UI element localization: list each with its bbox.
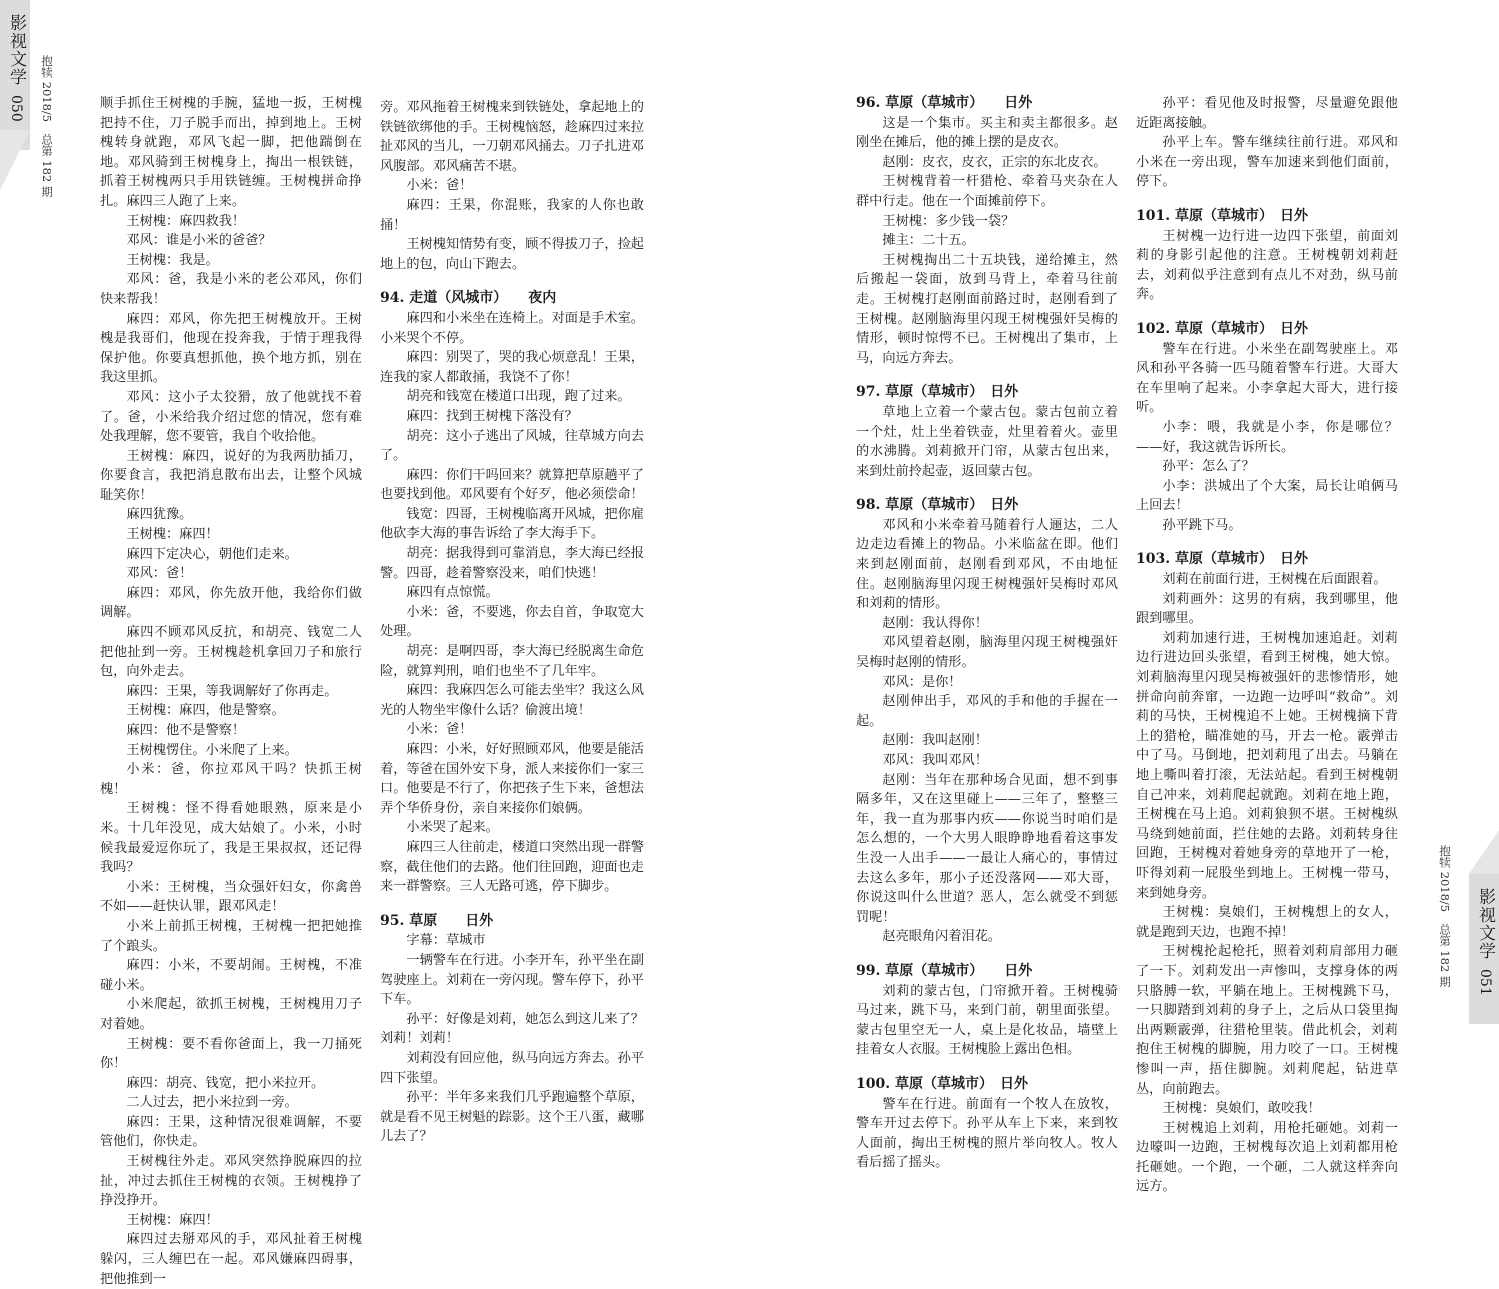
paragraph: 麻四有点惊慌。 xyxy=(406,585,499,601)
right-magazine-tab xyxy=(1469,874,1499,1024)
page-number-left: 050 xyxy=(8,95,24,122)
paragraph: 麻四犹豫。 xyxy=(126,507,193,523)
paragraph: 赵亮眼角闪着泪花。 xyxy=(882,929,1002,945)
paragraph: 旁。邓风拖着王树槐来到铁链处，拿起地上的铁链欲绑他的手。王树槐恼怒，趁麻四过来拉扯邓风的当儿，一刀朝邓风捅去。刀子扎进邓风腹部。邓风痛苦不堪。 xyxy=(380,100,644,174)
paragraph: 麻四：找到王树槐下落没有？ xyxy=(406,408,578,424)
paragraph: 麻四：邓风，你先放开他，我给你们做调解。 xyxy=(100,585,362,621)
paragraph: 赵刚：我叫赵刚！ xyxy=(882,733,988,749)
text-column-1 xyxy=(100,94,362,1289)
paragraph: 刘莉在前面行进，王树槐在后面跟着。 xyxy=(1162,572,1387,588)
paragraph: 王树槐愣住。小米爬了上来。 xyxy=(126,742,298,758)
magazine-name-right: 影视文学 xyxy=(1475,888,1495,960)
paragraph: 孙平：好像是刘莉，她怎么到这儿来了？刘莉！刘莉！ xyxy=(380,1011,644,1047)
paragraph: 王树槐抡起枪托，照着刘莉肩部用力砸了一下。刘莉发出一声惨叫，支撑身体的两只胳膊一软，平躺在地上。王树槐跳下马，一只脚踏到刘莉的身子上，之后从口袋里掏出两颗霰弹，往猎枪里装。借此机会，刘莉抱住王树槐的脚腕，用力咬了一口。王树槐惨叫一声，捂住脚腕。刘莉爬起，钻进草丛，向前跑去。 xyxy=(1136,944,1398,1097)
paragraph: 这是一个集市。买主和卖主都很多。赵刚坐在摊后，他的摊上摆的是皮衣。 xyxy=(856,115,1118,151)
paragraph: 刘莉的蒙古包，门帘掀开着。王树槐骑马过来，跳下马，来到门前，朝里面张望。蒙古包里空无一人，桌上是化妆品，墙壁上挂着女人衣服。王树槐脸上露出色相。 xyxy=(856,983,1118,1058)
paragraph: 王树槐：臭娘们，王树槐想上的女人，就是跑到天边，也跑不掉！ xyxy=(1136,905,1398,940)
paragraph: 麻四不顾邓风反抗，和胡亮、钱宽二人把他扯到一旁。王树槐趁机拿回刀子和旅行包，向外走去。 xyxy=(100,625,362,680)
paragraph: 小李：喂，我就是小李，你是哪位？——好，我这就告诉所长。 xyxy=(1136,419,1398,455)
paragraph: 小米哭了起来。 xyxy=(406,820,499,836)
scene-heading: 94. 走道（风城市） 夜内 xyxy=(380,290,557,307)
paragraph: 邓风望着赵刚，脑海里闪现王树槐强奸吴梅时赵刚的情形。 xyxy=(856,635,1118,671)
paragraph: 胡亮：是啊四哥，李大海已经脱离生命危险，就算判刑，咱们也坐不了几年牢。 xyxy=(380,644,644,679)
paragraph: 胡亮和钱宽在楼道口出现，跑了过来。 xyxy=(406,389,631,405)
paragraph: 麻四：别哭了，哭的我心烦意乱！王果，连我的家人都敢捅，我饶不了你！ xyxy=(380,350,644,385)
paragraph: 小米：爸！ xyxy=(406,722,473,738)
scene-heading: 97. 草原（草城市） 日外 xyxy=(856,384,1019,401)
magazine-name-left: 影视文学 xyxy=(6,14,26,86)
paragraph: 王树槐：麻四，他是警察。 xyxy=(126,703,285,719)
paragraph: 王树槐：麻四救我！ xyxy=(126,213,246,229)
paragraph: 小米：王树槐，当众强奸妇女，你禽兽不如——赶快认罪，跟邓风走！ xyxy=(100,879,362,915)
paragraph: 王树槐掏出二十五块钱，递给摊主，然后搬起一袋面，放到马背上，牵着马往前走。王树槐打赵刚面前路过时，赵刚看到了王树槐。赵刚脑海里闪现王树槐强奸吴梅的情形，顿时惊愕不已。王树槐出了集市，上马，向远方奔去。 xyxy=(856,252,1118,366)
paragraph: 麻四：他不是警察！ xyxy=(126,723,246,738)
paragraph: 王树槐：多少钱一袋？ xyxy=(882,213,1015,229)
paragraph: 赵刚伸出手，邓风的手和他的手握在一起。 xyxy=(856,694,1118,729)
paragraph: 王树槐一边行进一边四下张望，前面刘莉的身影引起他的注意。王树槐朝刘莉赶去，刘莉似乎注意到有点儿不对劲，纵马前奔。 xyxy=(1136,228,1398,303)
paragraph: 孙平：看见他及时报警，尽量避免跟他近距离接触。 xyxy=(1136,96,1398,131)
paragraph: 孙平上车。警车继续往前行进。邓风和小米在一旁出现，警车加速来到他们面前，停下。 xyxy=(1136,135,1398,190)
paragraph: 邓风和小米牵着马随着行人逦达，二人边走边看摊上的物品。小米临盆在即。他们来到赵刚面前，赵刚看到邓风，不由地怔住。赵刚脑海里闪现王树槐强奸吴梅时邓风和刘莉的情形。 xyxy=(856,517,1118,612)
paragraph: 王树槐：怪不得看她眼熟，原来是小米。十几年没见，成大姑娘了。小米，小时候我最爱逗你玩了，我是王果叔叔，还记得我吗？ xyxy=(100,801,362,876)
scene-heading: 102. 草原（草城市） 日外 xyxy=(1136,320,1308,337)
scene-heading: 101. 草原（草城市） 日外 xyxy=(1136,207,1308,224)
paragraph: 胡亮：这小子逃出了风城，往草城方向去了。 xyxy=(380,428,644,464)
paragraph: 警车在行进。小米坐在副驾驶座上。邓风和孙平各骑一匹马随着警车行进。大哥大在车里响了起来。小李拿起大哥大，进行接听。 xyxy=(1136,341,1398,416)
paragraph: 王树槐：麻四！ xyxy=(126,1212,219,1228)
paragraph: 邓风：爸，我是小米的老公邓风，你们快来帮我！ xyxy=(100,272,362,307)
text-column-2 xyxy=(380,98,644,1147)
text-column-3 xyxy=(856,94,1118,1173)
scene-heading: 103. 草原（草城市） 日外 xyxy=(1136,551,1308,568)
paragraph: 麻四：王果，等我调解好了你再走。 xyxy=(126,683,338,699)
paragraph: 王树槐追上刘莉，用枪托砸她。刘莉一边嚎叫一边跑，王树槐每次追上刘莉都用枪托砸她。一个跑，一个砸，二人就这样奔向远方。 xyxy=(1136,1120,1398,1195)
paragraph: 王树槐：麻四，说好的为我两肋插刀，你要食言，我把消息散布出去，让整个风城耻笑你！ xyxy=(100,448,362,503)
paragraph: 胡亮：据我得到可靠消息，李大海已经报警。四哥，趁着警察没来，咱们快逃！ xyxy=(380,546,644,581)
page-number-right: 051 xyxy=(1477,969,1493,996)
paragraph: 孙平跳下马。 xyxy=(1162,517,1242,533)
paragraph: 邓风：谁是小米的爸爸？ xyxy=(126,233,272,249)
paragraph: 麻四：我麻四怎么可能去坐牢？我这么风光的人物坐牢像什么话？偷渡出境！ xyxy=(380,683,644,718)
paragraph: 刘莉画外：这男的有病，我到哪里，他跟到哪里。 xyxy=(1136,591,1398,627)
paragraph: 麻四：你们干吗回来？就算把草原趟平了也要找到他。邓风要有个好歹，他必须偿命！ xyxy=(380,467,644,503)
paragraph: 钱宽：四哥，王树槐临离开风城，把你雇他砍李大海的事告诉给了李大海手下。 xyxy=(380,506,644,542)
paragraph: 小李：洪城出了个大案，局长让咱俩马上回去！ xyxy=(1136,478,1398,514)
text-column-4 xyxy=(1136,94,1398,1197)
paragraph: 小米爬起，欲抓王树槐，王树槐用刀子对着她。 xyxy=(100,997,362,1032)
paragraph: 王树槐背着一杆猎枪、牵着马夹杂在人群中行走。他在一个面摊前停下。 xyxy=(856,174,1118,209)
paragraph: 麻四下定决心，朝他们走来。 xyxy=(126,546,298,562)
paragraph: 孙平：半年多来我们几乎跑遍整个草原，就是看不见王树魁的踪影。这个王八蛋，藏哪儿去了？ xyxy=(380,1090,644,1145)
paragraph: 一辆警车在行进。小李开车，孙平坐在副驾驶座上。刘莉在一旁闪现。警车停下，孙平下车。 xyxy=(380,952,644,1008)
paragraph: 小米：爸，不要逃，你去自首，争取宽大处理。 xyxy=(380,604,644,640)
paragraph: 小米上前抓王树槐，王树槐一把把她推了个踉头。 xyxy=(100,918,362,954)
paragraph: 草地上立着一个蒙古包。蒙古包前立着一个灶，灶上坐着铁壶，灶里着着火。壶里的水沸腾。刘莉掀开门帘，从蒙古包出来，来到灶前拎起壶，返回蒙古包。 xyxy=(856,404,1118,479)
paragraph: 二人过去，把小米拉到一旁。 xyxy=(126,1095,298,1111)
scene-heading: 95. 草原 日外 xyxy=(380,912,494,929)
paragraph: 小米：爸！ xyxy=(406,178,473,194)
paragraph: 邓风：爸！ xyxy=(126,566,193,582)
paragraph: 麻四和小米坐在连椅上。对面是手术室。小米哭个不停。 xyxy=(380,310,644,346)
running-head-left: 抱犊 2018/5 总第 182 期 xyxy=(40,55,54,198)
paragraph: 麻四：小米，好好照顾邓风，他要是能活着，等爸在国外安下身，派人来接你们一家三口。他要是不行了，你把孩子生下来，爸想法弄个华侨身份，亲自来接你们娘俩。 xyxy=(380,742,644,816)
paragraph: 麻四：邓风，你先把王树槐放开。王树槐是我哥们，他现在投奔我，于情于理我得保护他。你要真想抓他，换个地方抓，别在我这里抓。 xyxy=(100,311,362,386)
scene-heading: 96. 草原（草城市） 日外 xyxy=(856,95,1033,111)
paragraph: 顺手抓住王树槐的手腕，猛地一扳，王树槐把持不住，刀子脱手而出，掉到地上。王树槐转身就跑，邓风飞起一脚，把他踹倒在地。邓风骑到王树槐身上，掏出一根铁链，抓着王树槐两只手用铁链缠。王树槐拼命挣扎。麻四三人跑了上来。 xyxy=(100,96,362,209)
paragraph: 警车在行进。前面有一个牧人在放牧，警车开过去停下。孙平从车上下来，来到牧人面前，掏出王树槐的照片举向牧人。牧人看后摇了摇头。 xyxy=(856,1096,1118,1171)
right-tab-fold xyxy=(1469,830,1499,874)
left-magazine-tab xyxy=(0,0,30,150)
paragraph: 摊主：二十五。 xyxy=(882,233,975,249)
paragraph: 麻四过去掰邓风的手，邓风扯着王树槐躲闪，三人缠巴在一起。邓风嫌麻四碍事，把他推到一 xyxy=(100,1232,362,1287)
paragraph: 王树槐：麻四！ xyxy=(126,527,219,543)
paragraph: 王树槐：我是。 xyxy=(126,252,219,268)
scene-heading: 99. 草原（草城市） 日外 xyxy=(856,962,1033,979)
paragraph: 赵刚：皮衣，皮衣，正宗的东北皮衣。 xyxy=(882,154,1107,170)
paragraph: 王树槐：要不看你爸面上，我一刀捅死你！ xyxy=(100,1036,362,1072)
paragraph: 刘莉没有回应他，纵马向远方奔去。孙平四下张望。 xyxy=(380,1050,644,1086)
paragraph: 刘莉加速行进，王树槐加速追赶。刘莉边行进边回头张望，看到王树槐，她大惊。刘莉脑海里闪现吴梅被强奸的悲惨情形，她拼命向前奔窜，一边跑一边呼叫“救命”。刘莉的马快，王树槐追不上她。王树槐摘下背上的猎枪，瞄准她的马，开去一枪。霰弹击中了马。马倒地，把刘莉甩了出去。马躺在地上嘶叫着打滚，无法站起。看到王树槐朝自己冲来，刘莉爬起就跑。刘莉在地上跑，王树槐在马上追。刘莉狼狈不堪。王树槐纵马绕到她前面，拦住她的去路。刘莉转身往回跑，王树槐对着她身旁的草地开了一枪，吓得刘莉一屁股坐到地上。王树槐一带马，来到她身旁。 xyxy=(1136,630,1398,901)
paragraph: 麻四：小米，不要胡闹。王树槐，不准碰小米。 xyxy=(100,958,362,993)
paragraph: 字幕：草城市 xyxy=(406,933,486,949)
paragraph: 邓风：这小子太狡猾，放了他就找不着了。爸，小米给我介绍过您的情况，您有难处我理解，您不要管，我自个收拾他。 xyxy=(100,389,362,445)
left-tab-fold xyxy=(0,130,30,190)
paragraph: 王树槐往外走。邓风突然挣脱麻四的拉扯，冲过去抓住王树槐的衣领。王树槐挣了挣没挣开。 xyxy=(100,1154,362,1209)
paragraph: 麻四：王果，你混账，我家的人你也敢捅！ xyxy=(380,197,644,233)
paragraph: 赵刚：我认得你！ xyxy=(882,615,988,631)
scene-heading: 100. 草原（草城市） 日外 xyxy=(856,1075,1028,1092)
running-head-right: 抱犊 2018/5 总第 182 期 xyxy=(1438,845,1452,988)
paragraph: 麻四三人往前走，楼道口突然出现一群警察，截住他们的去路。他们往回跑，迎面也走来一群警察。三人无路可逃，停下脚步。 xyxy=(380,839,644,895)
paragraph: 王树槐：臭娘们，敢咬我！ xyxy=(1162,1101,1321,1117)
paragraph: 邓风：我叫邓风！ xyxy=(882,753,988,768)
paragraph: 邓风：是你！ xyxy=(882,674,962,690)
paragraph: 麻四：胡亮、钱宽，把小米拉开。 xyxy=(126,1075,325,1091)
paragraph: 小米：爸，你拉邓风干吗？快抓王树槐！ xyxy=(100,762,362,797)
paragraph: 王树槐知情势有变，顾不得拔刀子，捡起地上的包，向山下跑去。 xyxy=(380,237,644,272)
paragraph: 赵刚：当年在那种场合见面，想不到事隔多年，又在这里碰上——三年了，整整三年，我一直为那事内疚——你说当时咱们是怎么想的，一个大男人眼睁睁地看着这事发生没一人出手——一最让人痛心的，事情过去这么多年，那小子还没落网——邓大哥，你说这叫什么世道？恶人，怎么就受不到惩罚呢！ xyxy=(856,772,1118,925)
paragraph: 麻四：王果，这种情况很难调解，不要管他们，你快走。 xyxy=(100,1114,362,1150)
scene-heading: 98. 草原（草城市） 日外 xyxy=(856,497,1019,514)
paragraph: 孙平：怎么了？ xyxy=(1162,459,1255,475)
